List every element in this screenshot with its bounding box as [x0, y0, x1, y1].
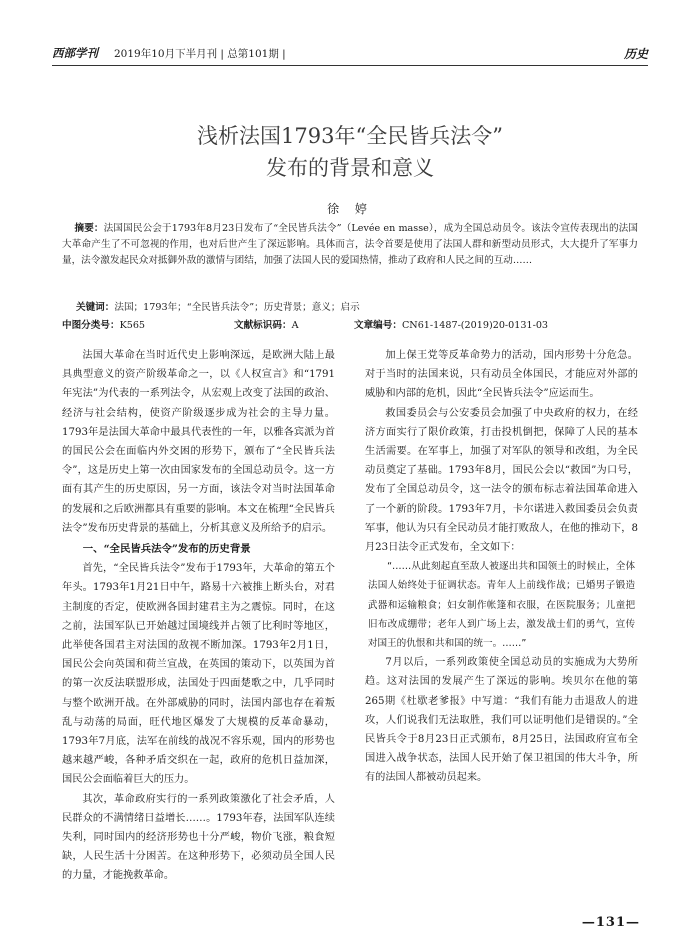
doc-label: 文献标识码：	[234, 320, 292, 331]
article-title-line-2: 发布的背景和意义	[266, 156, 434, 180]
page-header	[52, 45, 648, 66]
body-column-right	[365, 346, 638, 788]
article-label: 文章编号：	[354, 320, 402, 331]
article-title-line-1: 浅析法国1793年“全民皆兵法令”	[197, 124, 503, 148]
body-paragraph: 法国大革命在当时近代史上影响深远，是欧洲大陆上最具典型意义的资产阶级革命之一，以《人权宣言》和“1791年宪法”为代表的一系列法令，从宏观上改变了法国的政治、经济与社会结构，使资产阶级逐步成为社会的主导力量。1793年是法国大革命中最具代表性的一年，以雅各宾派为首的国民公会在面临内外交困的形势下，颁布了“全民皆兵法令”，这是历史上第一次由国家发布的全国总动员令。这一方面有其产生的历史原因，另一方面，该法令对当时法国革命的发展和之后欧洲都具有重要的影响。本文在梳理“全民皆兵法令”发布历史背景的基础上，分析其意义及所给予的启示。	[62, 350, 335, 534]
body-paragraph: 首先，“全民皆兵法令”发布于1793年，大革命的第五个年头。1793年1月21日中午，路易十六被推上断头台，对君主制度的否定，使欧洲各国封建君主为之震惊。同时，在这之前，法国军队已开始越过国境线并占领了比利时等地区，此举使各国君主对法国的敌视不断加深。1793年2月1日，国民公会向英国和荷兰宣战，在英国的策动下，以英国为首的第一次反法联盟形成，法国处于四面楚歌之中，几乎同时与整个欧洲开战。在外部威胁的同时，法国内部也存在着叛乱与动荡的局面，旺代地区爆发了大规模的反革命暴动，1793年7月底，法军在前线的战况不容乐观，国内的形势也越来越严峻，各种矛盾交织在一起，政府的危机日益加深，国民公会面临着巨大的压力。	[62, 563, 335, 786]
abstract-text: 法国国民公会于1793年8月23日发布了“全民皆兵法令”（Levée en masse），成为全国总动员令。该法令宣传表现出的法国大革命产生了不可忽视的作用，也对后世产生了深远影响。具体而言，法令首要是使用了法国人群和新型动员形式，大大提升了军事力量，法令激发起民众对抵御外敌的激情与团结，加强了法国人民的爱国热情，推动了政府和人民之间的互动……	[62, 223, 639, 266]
doc-value: A	[291, 320, 299, 331]
clc-number	[62, 317, 145, 331]
issue-info: 2019年10月下半月刊 | 总第101期 |	[114, 48, 286, 60]
body-paragraph: 7月以后，一系列政策使全国总动员的实施成为大势所趋。这对法国的发展产生了深远的影响。埃贝尔在他的第265期《杜歇老爹报》中写道：“我们有能力击退敌人的进攻，人们说我们无法取胜，我们可以证明他们是错误的。”全民皆兵令于8月23日正式颁布，8月25日，法国政府宣布全国进入战争状态，法国人民开始了保卫祖国的伟大斗争，所有的法国人都被动员起来。	[365, 657, 638, 784]
body-paragraph: 其次，革命政府实行的一系列政策激化了社会矛盾，人民群众的不满情绪日益增长……。1793年春，法国军队连续失利，同时国内的经济形势也十分严峻，物价飞涨，粮食短缺，人民生活十分困苦。在这种形势下，必须动员全国人民的力量，才能挽救革命。	[62, 793, 335, 882]
body-paragraph: 救国委员会与公安委员会加强了中央政府的权力，在经济方面实行了限价政策，打击投机倒把，保障了人民的基本生活需要。在军事上，加强了对军队的领导和改组，为全民动员奠定了基础。1793年8月，国民公会以“救国”为口号，发布了全国总动员令，这一法令的颁布标志着法国革命进入了一个新的阶段。1793年7月，卡尔诺进入救国委员会负责军事，他认为只有全民动员才能打败敌人，在他的推动下，8月23日法令正式发布，全文如下：	[365, 407, 638, 554]
page-number: —131—	[581, 915, 640, 930]
body-column-left	[62, 346, 335, 886]
document-code	[234, 317, 299, 331]
section-heading: 一、“全民皆兵法令”发布的历史背景	[82, 543, 251, 556]
author-name: 徐 婷	[327, 202, 373, 216]
keywords-text: 法国；1793年；“全民皆兵法令”；历史背景；意义；启示	[114, 302, 360, 313]
abstract	[62, 221, 638, 269]
article-number	[354, 317, 548, 331]
clc-value: K565	[119, 320, 146, 331]
abstract-label: 摘要：	[74, 223, 104, 234]
body-paragraph: 加上保王党等反革命势力的活动，国内形势十分危急。对于当时的法国来说，只有动员全体国民，才能应对外部的威胁和内部的危机，因此“全民皆兵法令”应运而生。	[365, 350, 638, 400]
journal-name: 西部学刊	[52, 46, 98, 60]
section-label: 历史	[623, 47, 648, 61]
article-value: CN61-1487-(2019)20-0131-03	[401, 320, 549, 331]
keywords-label: 关键词：	[76, 302, 115, 313]
keywords	[76, 299, 636, 313]
decree-quote: “……从此刻起直至敌人被逐出共和国领土的时候止，全体法国人始终处于征调状态。青年人上前线作战；已婚男子锻造武器和运输粮食；妇女制作帐篷和衣服，在医院服务；儿童把旧布改成绷带；老年人到广场上去，激发战士们的勇气，宣传对国王的仇恨和共和国的统一。……”	[367, 561, 636, 650]
clc-label: 中图分类号：	[62, 320, 120, 331]
